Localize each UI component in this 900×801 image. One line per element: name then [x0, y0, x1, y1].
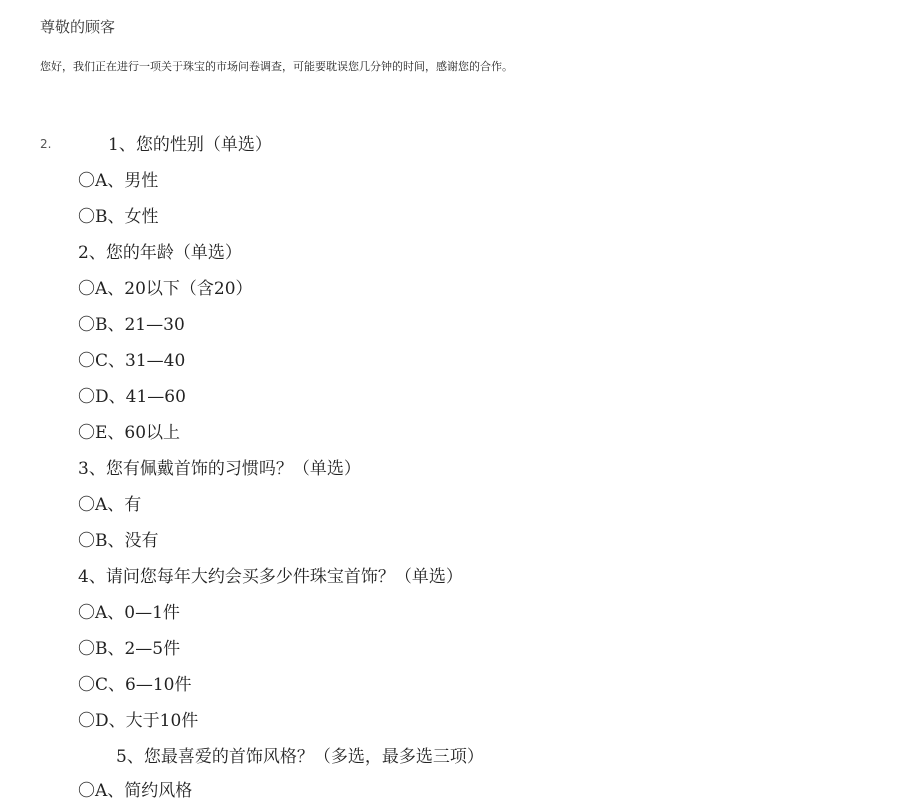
question-5-title: 5、您最喜爱的首饰风格？（多选，最多选三项）	[116, 747, 484, 767]
question-3-option-b[interactable]	[78, 531, 159, 551]
question-5-option-a[interactable]	[78, 781, 192, 801]
radio-circle-icon: 〇	[78, 207, 95, 227]
radio-circle-icon: 〇	[78, 603, 95, 623]
question-2-option-b[interactable]	[78, 315, 185, 335]
checkbox-circle-icon: 〇	[78, 781, 95, 801]
question-4-option-c[interactable]	[78, 675, 191, 695]
option-label: E、60以上	[95, 423, 181, 443]
radio-circle-icon: 〇	[78, 639, 95, 659]
option-label: D、大于10件	[95, 711, 199, 731]
question-4-option-a[interactable]	[78, 603, 180, 623]
question-2-option-d[interactable]	[78, 387, 186, 407]
option-label: C、31—40	[95, 351, 186, 371]
radio-circle-icon: 〇	[78, 531, 95, 551]
option-label: D、41—60	[95, 387, 186, 407]
question-4-option-b[interactable]	[78, 639, 180, 659]
radio-circle-icon: 〇	[78, 675, 95, 695]
greeting-heading: 尊敬的顾客	[40, 18, 116, 36]
question-4-option-d[interactable]	[78, 711, 198, 731]
radio-circle-icon: 〇	[78, 495, 95, 515]
intro-text: 您好，我们正在进行一项关于珠宝的市场问卷调查，可能要耽误您几分钟的时间，感谢您的合作。	[40, 60, 513, 73]
question-1-option-b[interactable]	[78, 207, 159, 227]
option-label: A、20以下（含20）	[95, 279, 253, 299]
option-label: A、有	[95, 495, 142, 515]
radio-circle-icon: 〇	[78, 423, 95, 443]
question-2-option-a[interactable]	[78, 279, 253, 299]
option-label: C、6—10件	[95, 675, 192, 695]
question-3-title: 3、您有佩戴首饰的习惯吗？（单选）	[78, 459, 361, 479]
option-label: B、没有	[95, 531, 159, 551]
option-label: B、女性	[95, 207, 159, 227]
question-2-option-e[interactable]	[78, 423, 180, 443]
radio-circle-icon: 〇	[78, 387, 95, 407]
option-label: B、2—5件	[95, 639, 181, 659]
radio-circle-icon: 〇	[78, 279, 95, 299]
question-1-option-a[interactable]	[78, 171, 158, 191]
list-number: 2.	[40, 137, 52, 151]
option-label: B、21—30	[95, 315, 185, 335]
question-1-title: 1、您的性别（单选）	[108, 135, 272, 155]
radio-circle-icon: 〇	[78, 315, 95, 335]
radio-circle-icon: 〇	[78, 711, 95, 731]
question-3-option-a[interactable]	[78, 495, 141, 515]
option-label: A、简约风格	[95, 781, 193, 801]
radio-circle-icon: 〇	[78, 351, 95, 371]
question-2-option-c[interactable]	[78, 351, 185, 371]
question-4-title: 4、请问您每年大约会买多少件珠宝首饰？（单选）	[78, 567, 463, 587]
radio-circle-icon: 〇	[78, 171, 95, 191]
option-label: A、男性	[95, 171, 159, 191]
question-2-title: 2、您的年龄（单选）	[78, 243, 242, 263]
option-label: A、0—1件	[95, 603, 180, 623]
